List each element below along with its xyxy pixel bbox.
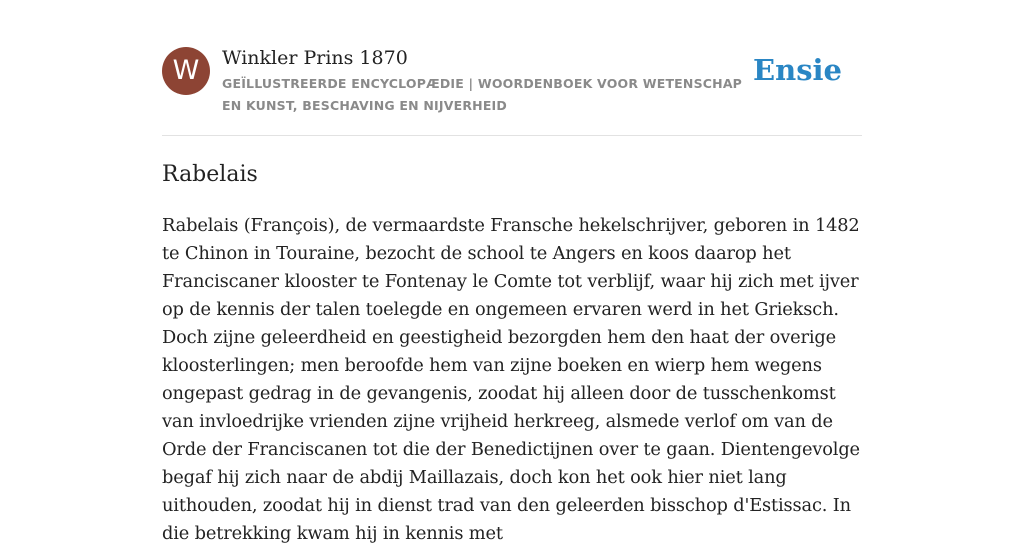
article-body: Rabelais (François), de vermaardste Fransche hekelschrijver, geboren in 1482 te Chinon in Touraine, bezocht de school te Angers en koos daarop het Franciscaner klooster te Fontenay le Comte tot verblijf, waar hij zich met ijver op de kennis der talen toelegde en ongemeen ervaren werd in het Grieksch. Doch zijne geleerdheid en geestigheid bezorgden hem den haat der overige kloosterlingen; men beroofde hem van zijne boeken en wierp hem wegens ongepast gedrag in de gevangenis, zoodat hij alleen door de tusschenkomst van invloedrijke vrienden zijne vrijheid herkreeg, alsmede verlof om van de Orde der Franciscanen tot die der Benedictijnen over te gaan. Dientengevolge begaf hij zich naar de abdij Maillazais, doch kon het ook hier niet lang uithouden, zoodat hij in dienst trad van den geleerden bisschop d'Estissac. In die betrekking kwam hij in kennis met xyxy=(162,215,860,544)
source-avatar[interactable]: W xyxy=(162,47,210,95)
header-divider xyxy=(162,135,862,136)
source-subtitle: GEÏLLUSTREERDE ENCYCLOPÆDIE | WOORDENBOEK VOOR WETENSCHAP EN KUNST, BESCHAVING EN NIJVERHEID xyxy=(222,76,743,113)
ensie-logo[interactable]: Ensie xyxy=(753,53,842,87)
source-title[interactable]: Winkler Prins 1870 xyxy=(222,47,408,69)
article-title: Rabelais xyxy=(162,162,258,187)
